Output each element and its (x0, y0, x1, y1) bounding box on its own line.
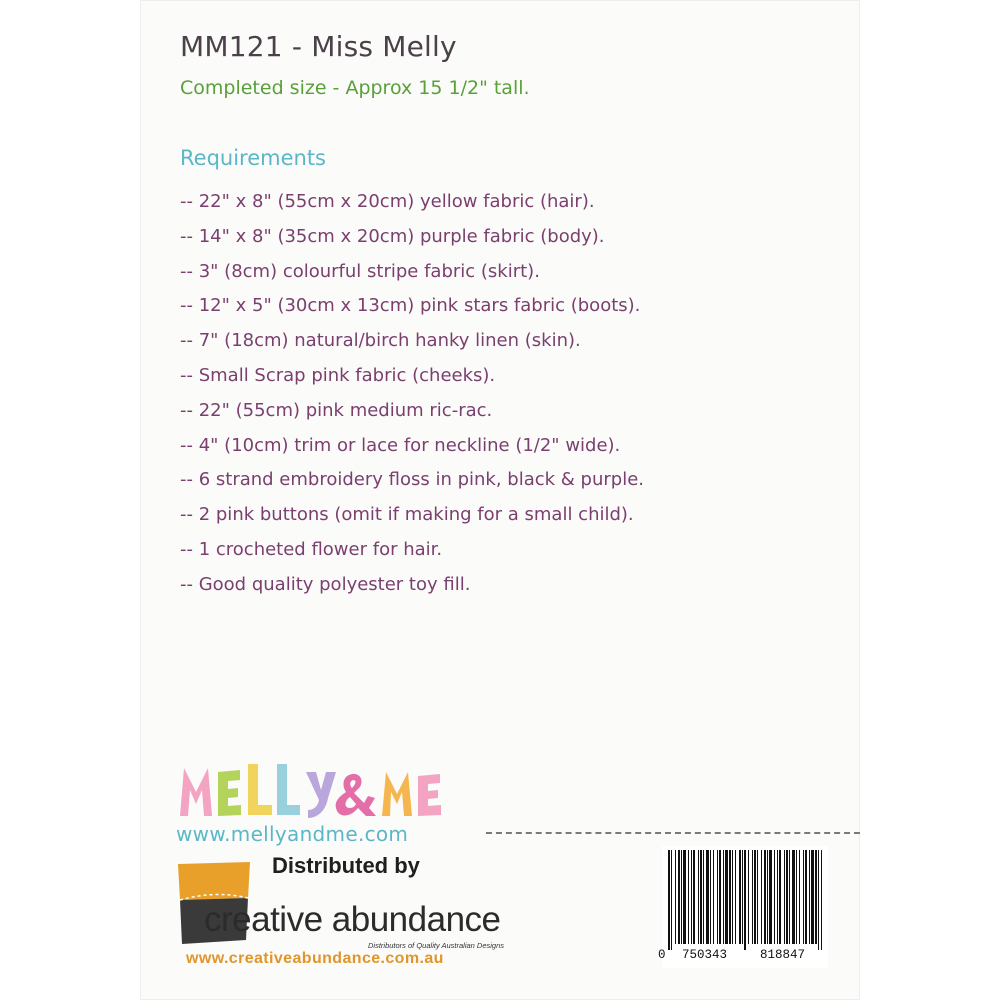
barcode-bar (703, 850, 704, 944)
barcode-bar (767, 850, 768, 944)
barcode-bar (805, 850, 807, 944)
barcode-bar (789, 850, 790, 944)
barcode-bar (700, 850, 702, 944)
barcode-bar (706, 850, 709, 944)
barcode-bar (774, 850, 775, 944)
melly-and-me-logo (178, 758, 478, 820)
barcode-bar (735, 850, 736, 944)
barcode-bar (688, 850, 689, 944)
barcode-bar (719, 850, 721, 944)
barcode-bar (786, 850, 788, 944)
cut-line-divider (486, 832, 860, 834)
barcode-bar (713, 850, 714, 944)
requirements-list (180, 188, 644, 606)
barcode-bar (818, 850, 819, 950)
barcode-bar (729, 850, 731, 944)
completed-size-note: Completed size - Approx 15 1/2" tall. (180, 77, 530, 99)
barcode-bar (779, 850, 781, 944)
requirement-item: -- 2 pink buttons (omit if making for a small child). (180, 504, 634, 526)
requirement-item: -- Small Scrap pink fabric (cheeks). (180, 364, 496, 386)
barcode-bar (742, 850, 743, 944)
requirement-item: -- 22" (55cm) pink medium ric-rac. (180, 399, 493, 421)
distributor-website: www.creativeabundance.com.au (186, 950, 444, 967)
barcode-bar (698, 850, 699, 944)
requirement-item: -- 7" (18cm) natural/birch hanky linen (skin). (180, 330, 581, 352)
barcode-bar (764, 850, 766, 944)
barcode-bar (769, 850, 772, 944)
requirement-item: -- 12" x 5" (30cm x 13cm) pink stars fabric (boots). (180, 295, 641, 317)
barcode-bar (693, 850, 695, 944)
barcode-right-group: 818847 (760, 948, 806, 962)
barcode-bar (717, 850, 718, 944)
barcode-bar (691, 850, 692, 944)
distributor-name: creative abundance (204, 900, 501, 939)
barcode-bar (754, 850, 756, 944)
barcode-bar (811, 850, 814, 944)
barcode-bar (815, 850, 817, 944)
requirement-item: -- 4" (10cm) trim or lace for neckline (1/2" wide). (180, 434, 621, 456)
requirement-item: -- 22" x 8" (55cm x 20cm) yellow fabric (hair). (180, 191, 595, 212)
barcode-bar (668, 850, 670, 950)
barcode-prefix-digit: 0 (658, 948, 666, 962)
barcode-bar (796, 850, 797, 944)
barcode-bar (710, 850, 711, 944)
barcode-bar (744, 850, 746, 950)
requirement-item: -- 1 crocheted flower for hair. (180, 538, 443, 560)
requirement-item: -- 14" x 8" (35cm x 20cm) purple fabric (body). (180, 225, 605, 247)
melly-and-me-website: www.mellyandme.com (176, 822, 409, 846)
barcode-bar (809, 850, 810, 944)
barcode-bar (678, 850, 680, 944)
requirements-heading: Requirements (180, 146, 326, 170)
barcode-bar (792, 850, 795, 944)
barcode-left-group: 750343 (682, 948, 728, 962)
product-barcode (658, 846, 828, 968)
barcode-bar (752, 850, 753, 944)
barcode-bar (683, 850, 686, 944)
distributor-tagline: Distributors of Quality Australian Designs (368, 941, 505, 950)
distributed-by-label: Distributed by (272, 853, 420, 878)
barcode-bar (761, 850, 762, 944)
barcode-bar (725, 850, 728, 944)
barcode-bar (799, 850, 800, 944)
pattern-title: MM121 - Miss Melly (180, 30, 457, 63)
barcode-bar (757, 850, 758, 944)
barcode-bar (777, 850, 778, 944)
barcode-bar (784, 850, 785, 944)
barcode-bar (671, 850, 672, 950)
barcode-bar (748, 850, 749, 944)
barcode-bar (821, 850, 822, 950)
barcode-bar (681, 850, 682, 944)
barcode-bars (662, 846, 828, 950)
barcode-bar (723, 850, 724, 944)
barcode-bar (675, 850, 676, 944)
requirement-item: -- Good quality polyester toy fill. (180, 573, 471, 595)
barcode-bar (739, 850, 741, 944)
requirement-item: -- 6 strand embroidery floss in pink, black & purple. (180, 469, 645, 491)
requirement-item: -- 3" (8cm) colourful stripe fabric (skirt). (180, 260, 540, 282)
barcode-bar (803, 850, 804, 944)
barcode-bar (732, 850, 733, 944)
